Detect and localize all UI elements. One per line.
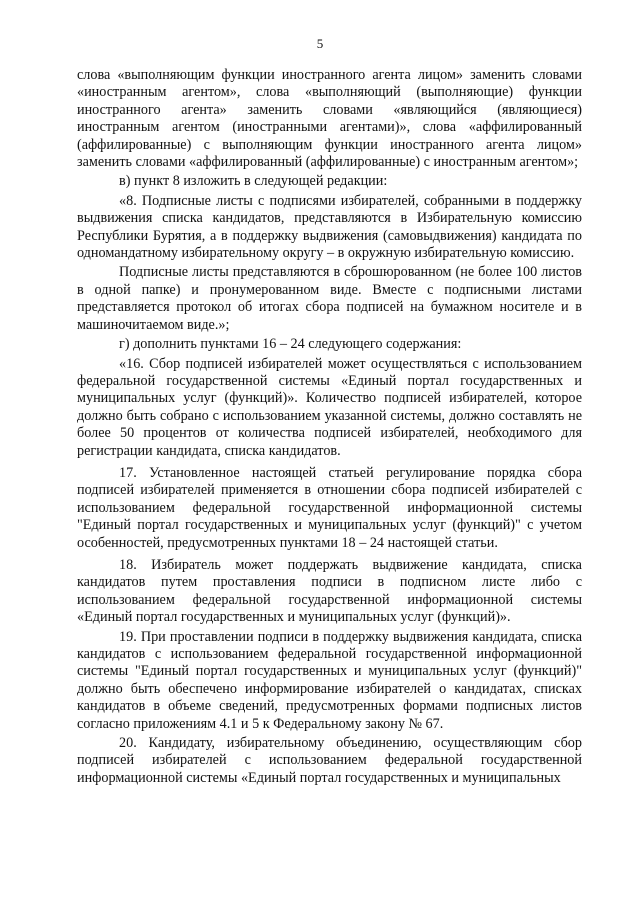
- page-number: 5: [316, 36, 324, 51]
- paragraph-8: 18. Избиратель может поддержать выдвижение кандидата, списка кандидатов путем проставления подписи в подписном листе либо с использованием федеральной государственной информационной системы «Единый портал государственных и муниципальных услуг (функций)».: [77, 556, 582, 626]
- paragraph-10: 20. Кандидату, избирательному объединению, осуществляющим сбор подписей избирателей с использованием федеральной государственной информационной системы «Единый портал государственных и муниципальных: [77, 735, 582, 786]
- paragraph-6: «16. Сбор подписей избирателей может осуществляться с использованием федеральной государственной системы «Единый портал государственных и муниципальных услуг (функций)». Количество подписей избирателей, которое должно быть собрано с использованием указанной системы, должно составлять не более 50 процентов от количества подписей избирателей, необходимого для регистрации кандидата, списка кандидатов.: [77, 355, 582, 459]
- paragraph-7: 17. Установленное настоящей статьей регулирование порядка сбора подписей избирателей применяется в отношении сбора подписей избирателей с использованием федеральной государственной информационной системы "Единый портал государственных и муниципальных услуг (функций)" с учетом особенностей, предусмотренных пунктами 18 – 24 настоящей статьи.: [77, 464, 582, 551]
- paragraph-5: г) дополнить пунктами 16 – 24 следующего содержания:: [119, 336, 462, 353]
- paragraph-2: в) пункт 8 изложить в следующей редакции:: [119, 173, 388, 190]
- paragraph-3: «8. Подписные листы с подписями избирателей, собранными в поддержку выдвижения списка кандидатов, представляются в Избирательную комиссию Республики Бурятия, а в поддержку выдвижения (самовыдвижения) кандидата по одномандатному избирательному округу – в окружную избирательную комиссию.: [77, 192, 582, 262]
- document-body: [77, 67, 582, 789]
- paragraph-4: Подписные листы представляются в сброшюрованном (не более 100 листов в одной папке) и пронумерованном виде. Вместе с подписными листами представляется протокол об итогах сбора подписей на бумажном носителе и в машиночитаемом виде.»;: [77, 264, 582, 333]
- paragraph-1: слова «выполняющим функции иностранного агента лицом» заменить словами «иностранным агентом», слова «выполняющий (выполняющие) функции иностранного агента» заменить словами «являющийся (являющиеся) иностранным агентом (иностранными агентами)», слова «аффилированный (аффилированные) с выполняющим функции иностранного агента лицом» заменить словами «аффилированный (аффилированные) с иностранным агентом»;: [77, 67, 582, 171]
- paragraph-9: 19. При проставлении подписи в поддержку выдвижения кандидата, списка кандидатов с использованием федеральной государственной информационной системы "Единый портал государственных и муниципальных услуг (функций)" должно быть обеспечено информирование избирателей о кандидатах, списках кандидатов в объеме сведений, предусмотренных формами подписных листов согласно приложениям 4.1 и 5 к Федеральному закону № 67.: [77, 628, 582, 732]
